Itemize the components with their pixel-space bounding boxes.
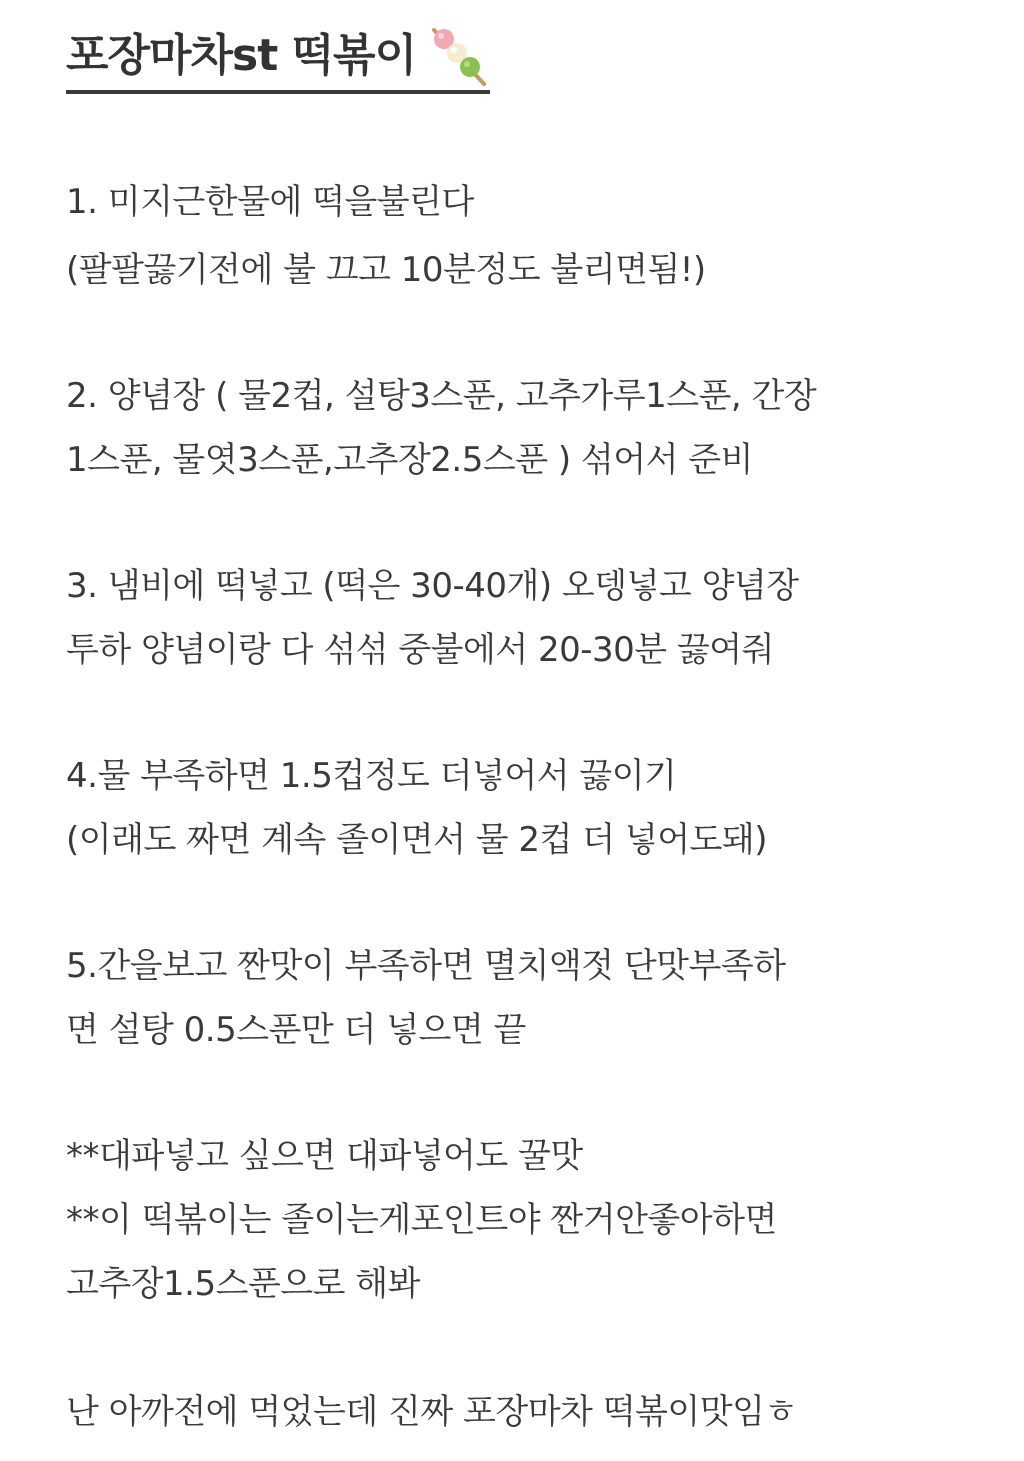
step-4-line-2: (이래도 짜면 계속 졸이면서 물 2컵 더 넣어도돼) [66,820,768,860]
step-2-line-2: 1스푼, 물엿3스푼,고추장2.5스푼 ) 섞어서 준비 [66,440,753,480]
title-row [66,24,490,94]
step-5-line-1: 5.간을보고 짠맛이 부족하면 멸치액젓 단맛부족하 [66,946,786,986]
step-5-line-2: 면 설탕 0.5스푼만 더 넣으면 끝 [66,1010,526,1050]
tip-line-1: **대파넣고 싶으면 대파넣어도 꿀맛 [66,1136,583,1176]
closing-line: 난 아까전에 먹었는데 진짜 포장마차 떡볶이맛임ㅎ [66,1392,797,1432]
tip-line-3: 고추장1.5스푼으로 해봐 [66,1264,420,1304]
step-4-line-1: 4.물 부족하면 1.5컵정도 더넣어서 끓이기 [66,756,677,796]
page-title: 포장마차st 떡볶이 [66,30,417,81]
step-1-line-2: (팔팔끓기전에 불 끄고 10분정도 불리면됨!) [66,250,706,290]
step-1-line-1: 1. 미지근한물에 떡을불린다 [66,182,474,222]
step-3-line-2: 투하 양념이랑 다 섞섞 중불에서 20-30분 끓여줘 [66,630,774,670]
step-2-line-1: 2. 양념장 ( 물2컵, 설탕3스푼, 고추가루1스푼, 간장 [66,376,817,416]
dango-icon [426,24,490,88]
step-3-line-1: 3. 냄비에 떡넣고 (떡은 30-40개) 오뎅넣고 양념장 [66,566,799,606]
tip-line-2: **이 떡볶이는 졸이는게포인트야 짠거안좋아하면 [66,1200,777,1240]
